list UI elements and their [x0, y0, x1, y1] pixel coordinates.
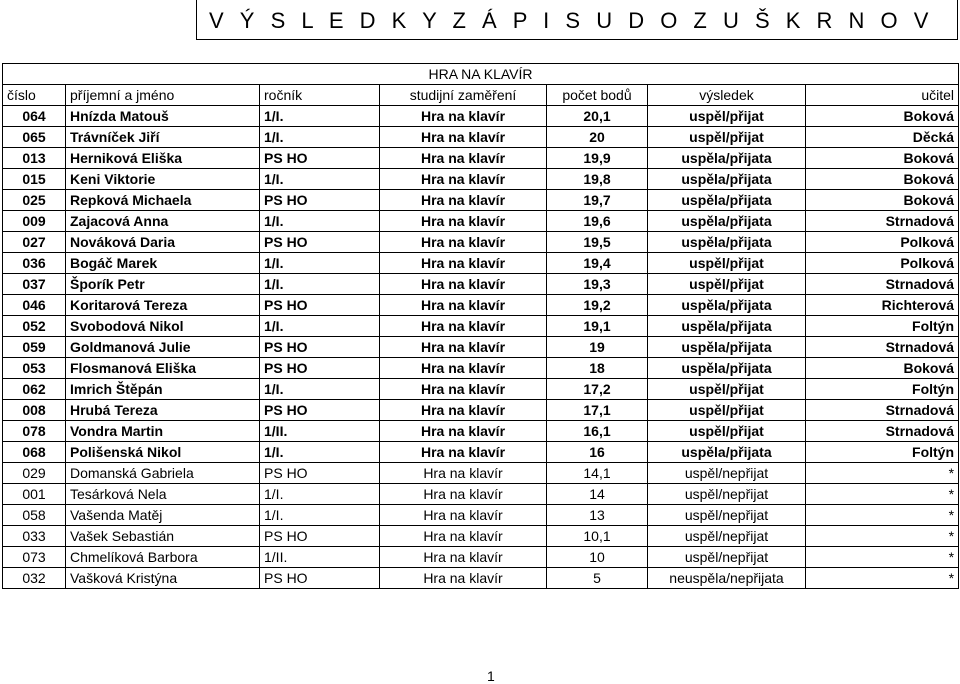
table-row [3, 169, 959, 190]
cell-ucitel: Foltýn [806, 316, 959, 337]
cell-cislo: 078 [3, 421, 66, 442]
cell-vysledek: uspěla/přijata [648, 337, 806, 358]
cell-ucitel: Polková [806, 232, 959, 253]
cell-rocnik: PS HO [260, 337, 380, 358]
cell-cislo: 008 [3, 400, 66, 421]
cell-rocnik: 1/I. [260, 253, 380, 274]
cell-ucitel: * [806, 505, 959, 526]
cell-body: 17,2 [547, 379, 648, 400]
cell-body: 19 [547, 337, 648, 358]
cell-jmeno: Vondra Martin [66, 421, 260, 442]
cell-obor: Hra na klavír [380, 295, 547, 316]
cell-body: 16,1 [547, 421, 648, 442]
table-row [3, 253, 959, 274]
title-box [196, 0, 958, 40]
cell-ucitel: * [806, 463, 959, 484]
cell-cislo: 058 [3, 505, 66, 526]
cell-obor: Hra na klavír [380, 211, 547, 232]
cell-vysledek: neuspěla/nepřijata [648, 568, 806, 589]
table-row [3, 526, 959, 547]
cell-rocnik: PS HO [260, 148, 380, 169]
cell-jmeno: Domanská Gabriela [66, 463, 260, 484]
cell-rocnik: PS HO [260, 232, 380, 253]
cell-rocnik: PS HO [260, 295, 380, 316]
cell-ucitel: Polková [806, 253, 959, 274]
cell-vysledek: uspěl/nepřijat [648, 505, 806, 526]
cell-obor: Hra na klavír [380, 337, 547, 358]
cell-obor: Hra na klavír [380, 232, 547, 253]
cell-vysledek: uspěla/přijata [648, 148, 806, 169]
cell-vysledek: uspěla/přijata [648, 169, 806, 190]
cell-ucitel: Boková [806, 106, 959, 127]
cell-cislo: 046 [3, 295, 66, 316]
cell-obor: Hra na klavír [380, 421, 547, 442]
cell-obor: Hra na klavír [380, 190, 547, 211]
cell-vysledek: uspěla/přijata [648, 190, 806, 211]
table-row [3, 484, 959, 505]
cell-cislo: 036 [3, 253, 66, 274]
cell-jmeno: Imrich Štěpán [66, 379, 260, 400]
cell-rocnik: 1/I. [260, 211, 380, 232]
header-body: počet bodů [547, 85, 648, 106]
cell-body: 13 [547, 505, 648, 526]
cell-rocnik: 1/I. [260, 127, 380, 148]
cell-rocnik: 1/I. [260, 442, 380, 463]
cell-rocnik: 1/I. [260, 484, 380, 505]
table-row [3, 211, 959, 232]
section-row [3, 64, 959, 85]
cell-vysledek: uspěl/přijat [648, 379, 806, 400]
cell-jmeno: Hnízda Matouš [66, 106, 260, 127]
cell-body: 19,3 [547, 274, 648, 295]
cell-rocnik: 1/I. [260, 379, 380, 400]
table-row [3, 274, 959, 295]
cell-cislo: 052 [3, 316, 66, 337]
header-ucitel: učitel [806, 85, 959, 106]
table-row [3, 337, 959, 358]
cell-cislo: 013 [3, 148, 66, 169]
cell-ucitel: Boková [806, 169, 959, 190]
cell-obor: Hra na klavír [380, 547, 547, 568]
cell-body: 19,9 [547, 148, 648, 169]
cell-vysledek: uspěla/přijata [648, 232, 806, 253]
header-vysledek: výsledek [648, 85, 806, 106]
cell-obor: Hra na klavír [380, 316, 547, 337]
cell-jmeno: Vašenda Matěj [66, 505, 260, 526]
table-row [3, 358, 959, 379]
table-row [3, 316, 959, 337]
cell-obor: Hra na klavír [380, 505, 547, 526]
cell-ucitel: * [806, 547, 959, 568]
cell-obor: Hra na klavír [380, 274, 547, 295]
cell-cislo: 001 [3, 484, 66, 505]
table-row [3, 148, 959, 169]
cell-body: 19,6 [547, 211, 648, 232]
cell-cislo: 015 [3, 169, 66, 190]
cell-rocnik: PS HO [260, 190, 380, 211]
cell-jmeno: Vašková Kristýna [66, 568, 260, 589]
cell-obor: Hra na klavír [380, 169, 547, 190]
cell-ucitel: Děcká [806, 127, 959, 148]
section-title: HRA NA KLAVÍR [3, 64, 959, 85]
cell-cislo: 062 [3, 379, 66, 400]
cell-cislo: 073 [3, 547, 66, 568]
cell-cislo: 064 [3, 106, 66, 127]
cell-obor: Hra na klavír [380, 358, 547, 379]
cell-rocnik: 1/II. [260, 547, 380, 568]
cell-jmeno: Koritarová Tereza [66, 295, 260, 316]
cell-vysledek: uspěla/přijata [648, 442, 806, 463]
cell-body: 19,8 [547, 169, 648, 190]
table-row [3, 568, 959, 589]
cell-rocnik: PS HO [260, 358, 380, 379]
cell-obor: Hra na klavír [380, 127, 547, 148]
header-jmeno: příjemní a jméno [66, 85, 260, 106]
cell-ucitel: Strnadová [806, 421, 959, 442]
cell-vysledek: uspěl/přijat [648, 274, 806, 295]
cell-obor: Hra na klavír [380, 379, 547, 400]
cell-ucitel: Strnadová [806, 211, 959, 232]
cell-ucitel: Boková [806, 148, 959, 169]
cell-jmeno: Repková Michaela [66, 190, 260, 211]
cell-body: 5 [547, 568, 648, 589]
table-row [3, 442, 959, 463]
cell-rocnik: 1/II. [260, 421, 380, 442]
results-table [2, 63, 959, 589]
header-rocnik: ročník [260, 85, 380, 106]
cell-body: 19,5 [547, 232, 648, 253]
cell-vysledek: uspěl/nepřijat [648, 484, 806, 505]
cell-rocnik: 1/I. [260, 505, 380, 526]
cell-jmeno: Hrubá Tereza [66, 400, 260, 421]
cell-cislo: 053 [3, 358, 66, 379]
table-row [3, 295, 959, 316]
cell-obor: Hra na klavír [380, 253, 547, 274]
cell-body: 14 [547, 484, 648, 505]
cell-obor: Hra na klavír [380, 463, 547, 484]
cell-rocnik: 1/I. [260, 274, 380, 295]
cell-vysledek: uspěl/přijat [648, 400, 806, 421]
table-row [3, 232, 959, 253]
cell-vysledek: uspěla/přijata [648, 211, 806, 232]
cell-jmeno: Šporík Petr [66, 274, 260, 295]
table-body [3, 106, 959, 589]
cell-body: 19,7 [547, 190, 648, 211]
cell-jmeno: Trávníček Jiří [66, 127, 260, 148]
table-row [3, 106, 959, 127]
cell-jmeno: Nováková Daria [66, 232, 260, 253]
cell-jmeno: Vašek Sebastián [66, 526, 260, 547]
cell-body: 19,2 [547, 295, 648, 316]
cell-jmeno: Herniková Eliška [66, 148, 260, 169]
table-row [3, 505, 959, 526]
cell-jmeno: Chmelíková Barbora [66, 547, 260, 568]
cell-jmeno: Goldmanová Julie [66, 337, 260, 358]
cell-body: 19,1 [547, 316, 648, 337]
cell-body: 10 [547, 547, 648, 568]
page-number: 1 [487, 668, 495, 684]
cell-vysledek: uspěla/přijata [648, 295, 806, 316]
cell-cislo: 009 [3, 211, 66, 232]
cell-body: 18 [547, 358, 648, 379]
cell-obor: Hra na klavír [380, 106, 547, 127]
cell-vysledek: uspěl/nepřijat [648, 526, 806, 547]
cell-body: 14,1 [547, 463, 648, 484]
cell-cislo: 032 [3, 568, 66, 589]
cell-cislo: 059 [3, 337, 66, 358]
cell-cislo: 037 [3, 274, 66, 295]
table-row [3, 421, 959, 442]
cell-cislo: 033 [3, 526, 66, 547]
cell-obor: Hra na klavír [380, 568, 547, 589]
cell-ucitel: * [806, 568, 959, 589]
cell-ucitel: Boková [806, 358, 959, 379]
cell-jmeno: Zajacová Anna [66, 211, 260, 232]
table-row [3, 379, 959, 400]
cell-vysledek: uspěl/přijat [648, 253, 806, 274]
cell-jmeno: Flosmanová Eliška [66, 358, 260, 379]
cell-vysledek: uspěl/nepřijat [648, 463, 806, 484]
table-row [3, 127, 959, 148]
cell-vysledek: uspěl/nepřijat [648, 547, 806, 568]
cell-ucitel: Strnadová [806, 400, 959, 421]
cell-ucitel: Foltýn [806, 379, 959, 400]
cell-body: 17,1 [547, 400, 648, 421]
table-row [3, 190, 959, 211]
cell-ucitel: Boková [806, 190, 959, 211]
cell-ucitel: * [806, 526, 959, 547]
cell-ucitel: * [806, 484, 959, 505]
cell-cislo: 027 [3, 232, 66, 253]
table-row [3, 400, 959, 421]
cell-body: 10,1 [547, 526, 648, 547]
cell-body: 20,1 [547, 106, 648, 127]
cell-jmeno: Polišenská Nikol [66, 442, 260, 463]
cell-body: 20 [547, 127, 648, 148]
cell-ucitel: Foltýn [806, 442, 959, 463]
cell-obor: Hra na klavír [380, 442, 547, 463]
cell-rocnik: PS HO [260, 400, 380, 421]
cell-body: 19,4 [547, 253, 648, 274]
cell-ucitel: Strnadová [806, 337, 959, 358]
cell-vysledek: uspěla/přijata [648, 316, 806, 337]
cell-rocnik: PS HO [260, 463, 380, 484]
cell-rocnik: 1/I. [260, 106, 380, 127]
table-row [3, 463, 959, 484]
cell-vysledek: uspěl/přijat [648, 106, 806, 127]
cell-jmeno: Keni Viktorie [66, 169, 260, 190]
cell-vysledek: uspěla/přijata [648, 358, 806, 379]
page-title: V Ý S L E D K Y Z Á P I S U D O Z U Š K R N O V [209, 8, 934, 33]
cell-vysledek: uspěl/přijat [648, 127, 806, 148]
cell-ucitel: Strnadová [806, 274, 959, 295]
cell-rocnik: PS HO [260, 568, 380, 589]
header-cislo: číslo [3, 85, 66, 106]
header-row [3, 85, 959, 106]
cell-rocnik: 1/I. [260, 169, 380, 190]
cell-cislo: 029 [3, 463, 66, 484]
table-row [3, 547, 959, 568]
cell-rocnik: PS HO [260, 526, 380, 547]
cell-jmeno: Bogáč Marek [66, 253, 260, 274]
cell-body: 16 [547, 442, 648, 463]
cell-rocnik: 1/I. [260, 316, 380, 337]
cell-vysledek: uspěl/přijat [648, 421, 806, 442]
cell-obor: Hra na klavír [380, 484, 547, 505]
cell-obor: Hra na klavír [380, 400, 547, 421]
cell-obor: Hra na klavír [380, 526, 547, 547]
cell-cislo: 025 [3, 190, 66, 211]
cell-cislo: 065 [3, 127, 66, 148]
header-obor: studijní zaměření [380, 85, 547, 106]
cell-jmeno: Tesárková Nela [66, 484, 260, 505]
cell-jmeno: Svobodová Nikol [66, 316, 260, 337]
cell-cislo: 068 [3, 442, 66, 463]
cell-obor: Hra na klavír [380, 148, 547, 169]
cell-ucitel: Richterová [806, 295, 959, 316]
